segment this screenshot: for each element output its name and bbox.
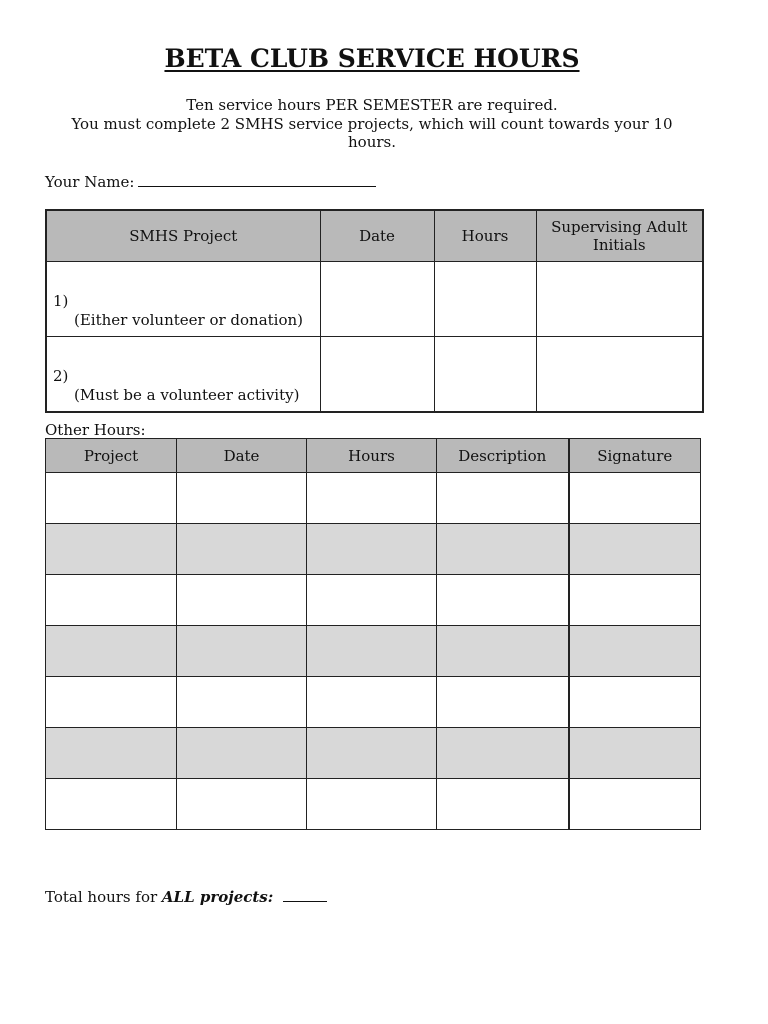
name-blank-field[interactable] bbox=[138, 173, 376, 187]
smhs-row-1 bbox=[46, 262, 703, 337]
total-hours-row bbox=[45, 888, 327, 906]
header-date: Date bbox=[320, 210, 434, 262]
smhs-row-number: 2) bbox=[53, 367, 69, 385]
smhs-date-cell-2[interactable] bbox=[320, 337, 434, 413]
hours-cell[interactable] bbox=[307, 677, 437, 728]
date-cell[interactable] bbox=[177, 473, 307, 524]
project-cell[interactable] bbox=[46, 575, 177, 626]
table-row bbox=[46, 728, 701, 779]
smhs-row-note: (Must be a volunteer activity) bbox=[74, 386, 300, 404]
project-cell[interactable] bbox=[46, 626, 177, 677]
header-date: Date bbox=[177, 439, 307, 473]
project-cell[interactable] bbox=[46, 473, 177, 524]
description-cell[interactable] bbox=[437, 728, 569, 779]
smhs-row-number: 1) bbox=[53, 292, 69, 310]
description-cell[interactable] bbox=[437, 626, 569, 677]
smhs-initials-cell-1[interactable] bbox=[536, 262, 703, 337]
smhs-row-note: (Either volunteer or donation) bbox=[74, 311, 304, 329]
date-cell[interactable] bbox=[177, 524, 307, 575]
smhs-project-cell-1[interactable] bbox=[46, 262, 320, 337]
total-label-emphasis: ALL projects: bbox=[161, 888, 274, 906]
description-cell[interactable] bbox=[437, 677, 569, 728]
other-hours-label: Other Hours: bbox=[45, 421, 146, 439]
table-row bbox=[46, 677, 701, 728]
intro-line-1: Ten service hours PER SEMESTER are required. bbox=[186, 96, 558, 114]
name-row bbox=[45, 173, 376, 191]
total-blank-field[interactable] bbox=[283, 888, 327, 902]
description-cell[interactable] bbox=[437, 524, 569, 575]
other-header-row bbox=[46, 439, 701, 473]
header-hours: Hours bbox=[307, 439, 437, 473]
smhs-hours-cell-2[interactable] bbox=[434, 337, 536, 413]
description-cell[interactable] bbox=[437, 473, 569, 524]
intro-line-3: hours. bbox=[348, 133, 396, 151]
header-smhs-project: SMHS Project bbox=[46, 210, 320, 262]
table-row bbox=[46, 524, 701, 575]
smhs-hours-cell-1[interactable] bbox=[434, 262, 536, 337]
signature-cell[interactable] bbox=[569, 728, 701, 779]
smhs-header-row bbox=[46, 210, 703, 262]
project-cell[interactable] bbox=[46, 524, 177, 575]
table-row bbox=[46, 779, 701, 830]
date-cell[interactable] bbox=[177, 626, 307, 677]
page-title: BETA CLUB SERVICE HOURS bbox=[164, 44, 580, 73]
signature-cell[interactable] bbox=[569, 677, 701, 728]
header-description: Description bbox=[437, 439, 569, 473]
date-cell[interactable] bbox=[177, 575, 307, 626]
hours-cell[interactable] bbox=[307, 626, 437, 677]
signature-cell[interactable] bbox=[569, 575, 701, 626]
smhs-project-table bbox=[45, 209, 704, 413]
hours-cell[interactable] bbox=[307, 779, 437, 830]
header-project: Project bbox=[46, 439, 177, 473]
other-hours-body bbox=[46, 473, 701, 830]
description-cell[interactable] bbox=[437, 779, 569, 830]
header-supervising-adult-initials: Supervising Adult Initials bbox=[536, 210, 703, 262]
intro-line-2: You must complete 2 SMHS service projects, which will count towards your 10 bbox=[71, 114, 673, 133]
project-cell[interactable] bbox=[46, 677, 177, 728]
table-row bbox=[46, 473, 701, 524]
project-cell[interactable] bbox=[46, 728, 177, 779]
signature-cell[interactable] bbox=[569, 524, 701, 575]
date-cell[interactable] bbox=[177, 677, 307, 728]
total-label: Total hours for bbox=[45, 888, 162, 906]
hours-cell[interactable] bbox=[307, 575, 437, 626]
smhs-project-cell-2[interactable] bbox=[46, 337, 320, 413]
signature-cell[interactable] bbox=[569, 779, 701, 830]
signature-cell[interactable] bbox=[569, 626, 701, 677]
hours-cell[interactable] bbox=[307, 524, 437, 575]
hours-cell[interactable] bbox=[307, 728, 437, 779]
project-cell[interactable] bbox=[46, 779, 177, 830]
smhs-date-cell-1[interactable] bbox=[320, 262, 434, 337]
hours-cell[interactable] bbox=[307, 473, 437, 524]
header-hours: Hours bbox=[434, 210, 536, 262]
date-cell[interactable] bbox=[177, 728, 307, 779]
table-row bbox=[46, 626, 701, 677]
smhs-initials-cell-2[interactable] bbox=[536, 337, 703, 413]
table-row bbox=[46, 575, 701, 626]
signature-cell[interactable] bbox=[569, 473, 701, 524]
intro-text bbox=[60, 96, 684, 152]
other-hours-table bbox=[45, 438, 701, 830]
smhs-row-2 bbox=[46, 337, 703, 413]
description-cell[interactable] bbox=[437, 575, 569, 626]
date-cell[interactable] bbox=[177, 779, 307, 830]
name-label: Your Name: bbox=[45, 173, 135, 191]
header-signature: Signature bbox=[569, 439, 701, 473]
